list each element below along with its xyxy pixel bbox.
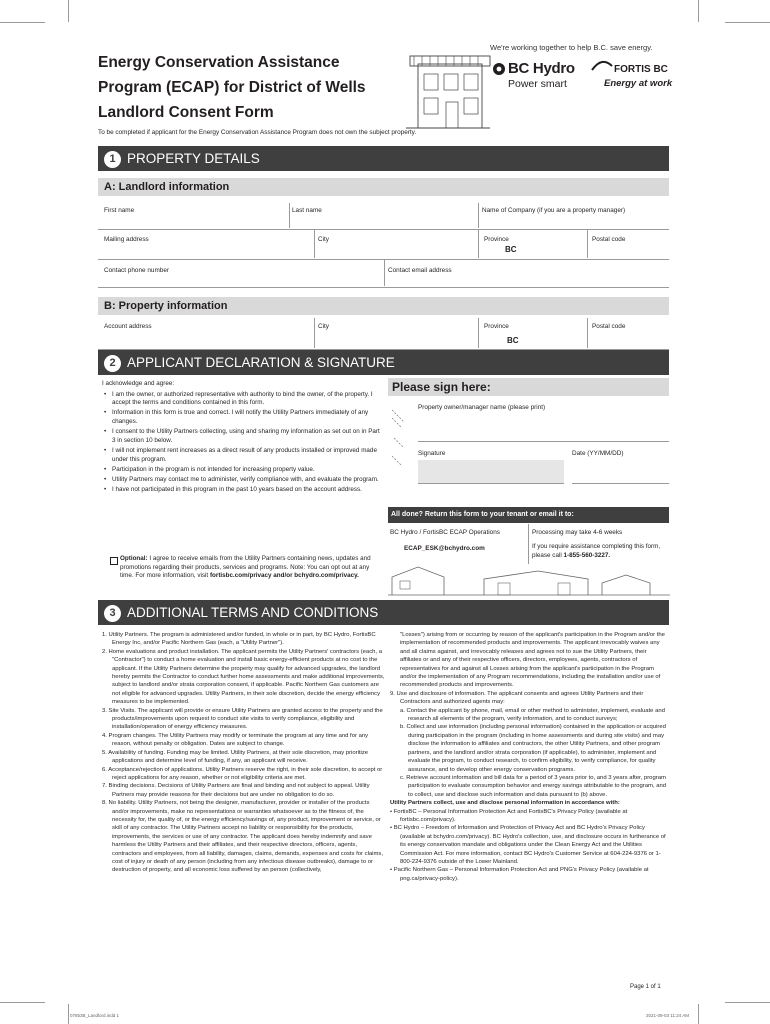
section-number: 2 bbox=[104, 355, 121, 372]
declaration-item: • I am the owner, or authorized representative with authority to bind the owner, of the property. I accept the terms and conditions contained in this form. bbox=[102, 391, 380, 408]
term-item: 6. Acceptance/rejection of applications. Utility Partners reserve the right, in their sole discretion, to accept or reject applications for any reason, whether or not eligibility criteria are met. bbox=[102, 766, 383, 781]
province-value: BC bbox=[505, 245, 517, 254]
term-item: 3. Site Visits. The applicant will provide or ensure Utility Partners are granted access to the property and the products/improvements upon request to conduct site visits to verify compliance, eligibility and installation/operation of energy efficiency measures. bbox=[102, 707, 383, 731]
privacy-item: • FortisBC – Personal Information Protection Act and FortisBC's Privacy Policy (available at fortisbc.com/privacy). bbox=[390, 808, 628, 823]
account-address-field[interactable]: Account address bbox=[104, 323, 152, 330]
acknowledge-heading: I acknowledge and agree: bbox=[102, 380, 175, 387]
assistance-phone[interactable]: 1-855-560-3227. bbox=[563, 551, 611, 559]
declaration-list bbox=[102, 380, 380, 496]
signature-field[interactable]: Signature bbox=[418, 450, 446, 457]
privacy-item: • BC Hydro – Freedom of Information and Protection of Privacy Act and BC Hydro's Privacy Policy (available at bchydro.com/privacy). BC Hydro's collection, use, and disclosure occurs in furtherance of its energy conservation mandate and obligations under the Clean Energy Act and the Utilities Commission Act. For more information, contact BC Hydro's Customer Service at 604-224-9376 or 1-800-224-9376 outside of the Lower Mainland. bbox=[390, 825, 666, 865]
fortis-logo-icon bbox=[590, 58, 614, 77]
sign-arrow-icon bbox=[390, 408, 414, 478]
section-2-header bbox=[98, 350, 669, 375]
owner-name-field[interactable]: Property owner/manager name (please print) bbox=[418, 404, 546, 411]
postal-code-b-field[interactable]: Postal code bbox=[592, 323, 626, 330]
ops-email-link[interactable]: ECAP_ESK@bchydro.com bbox=[404, 545, 485, 552]
term-item: 4. Program changes. The Utility Partners may modify or terminate the program at any time and for any reason, without penalty or obligation. Dates are subject to change. bbox=[102, 732, 369, 748]
term-subitem: a. Contact the applicant by phone, mail, email or other method to administer, implement, evaluate and research all elements of the program, verify information, and to conduct surveys; bbox=[400, 707, 665, 723]
last-name-field[interactable]: Last name bbox=[292, 207, 322, 214]
tagline: We're working together to help B.C. save energy. bbox=[490, 43, 653, 52]
term-subitem: c. Retrieve account information and bill data for a period of 3 years prior to, and 3 years after, program participation to evaluate consumption behavior and energy savings attributable to the program, and to collect, use and disclose such information and data pursuant to (b) above. bbox=[400, 774, 667, 798]
term-item: 9. Use and disclosure of information. The applicant consents and agrees Utility Partners and their Contractors and authorized agents may: bbox=[390, 690, 644, 706]
mailing-address-field[interactable]: Mailing address bbox=[104, 236, 149, 243]
house-illustration bbox=[402, 48, 492, 130]
section-number: 1 bbox=[104, 151, 121, 168]
section-title: PROPERTY DETAILS bbox=[127, 151, 260, 166]
landlord-info-header: A: Landlord information bbox=[98, 178, 669, 196]
term-item: 7. Binding decisions. Decisions of Utility Partners are final and binding and not subject to appeal. Utility Partners may provide reasons for their decisions but are under no obligation to do so. bbox=[102, 783, 370, 798]
postal-code-field[interactable]: Postal code bbox=[592, 236, 626, 243]
city-b-field[interactable]: City bbox=[318, 323, 330, 330]
company-field[interactable]: Name of Company (if you are a property manager) bbox=[482, 207, 626, 214]
bchydro-logo-text: BC Hydro bbox=[508, 60, 575, 77]
term-item: 8. No liability. Utility Partners, not being the designer, manufacturer, provider or installer of the products and/or improvements, make no representations or warranties whatsoever as to the fitness of, the necessity for, the quality of, or the energy efficiency/savings of, any product, improvement or service, or skill of any contractor. The Utility Partners accept no liability or responsibility for the products, improvements, the services or use of any contractor. The applicant does hereby indemnify and save harmless the Utility Partners and their affiliates, and their respective directors, officers, agents, contractors and employees, from all liability, damages, claims, demands, expenses and costs for claims, cost of injury or death of any person (including from any infectious disease outbreaks), damage to or destruction of property, and all economic loss suffered by an person (collectively, bbox=[102, 800, 383, 874]
term-item: "Losses") arising from or occurring by reason of the applicant's participation in the Program and/or the implementation of recommended products and improvements. The applicant irrevocably waives any and all claims against, and irrevocably releases and agrees not to sue the Utility Partners, their affiliates or and any of their respective officers, directors, employees, agents, contractors of representatives for and against all Losses arising from the applicant's participation in the Program and/or the implementation of any Program recommendations, including the installation and/or use of recommended products and improvements. bbox=[400, 632, 665, 689]
date-field[interactable]: Date (YY/MM/DD) bbox=[572, 450, 624, 457]
terms-right-column bbox=[390, 631, 669, 883]
property-info-header: B: Property information bbox=[98, 297, 669, 315]
section-title: APPLICANT DECLARATION & SIGNATURE bbox=[127, 355, 395, 370]
bchydro-logo-icon bbox=[492, 62, 506, 81]
page-title: Energy Conservation Assistance Program (ECAP) for District of Wells Landlord Consent Form bbox=[98, 54, 366, 121]
section-3-header bbox=[98, 600, 669, 625]
phone-field[interactable]: Contact phone number bbox=[104, 267, 170, 274]
assistance-text: If you require assistance completing this form, please call bbox=[532, 543, 661, 559]
fortis-tagline: Energy at work bbox=[604, 78, 673, 89]
province-b-field[interactable]: Province bbox=[484, 323, 509, 330]
optional-label: Optional: bbox=[120, 555, 148, 562]
sign-here-header: Please sign here: bbox=[388, 378, 669, 396]
province-b-value: BC bbox=[507, 336, 519, 345]
terms-left-column bbox=[102, 631, 385, 875]
ops-name: BC Hydro / FortisBC ECAP Operations bbox=[390, 529, 500, 536]
declaration-item: • Participation in the program is not intended for increasing property value. bbox=[102, 466, 380, 475]
city-field[interactable]: City bbox=[318, 236, 330, 243]
declaration-item: • I have not participated in this program in the past 10 years based on the account address. bbox=[102, 486, 380, 495]
intro-text: To be completed if applicant for the Energy Conservation Assistance Program does not own the subject property. bbox=[98, 129, 417, 136]
return-instructions: All done? Return this form to your tenant or email it to: bbox=[388, 507, 669, 523]
bchydro-tagline: Power smart bbox=[508, 78, 567, 90]
province-field[interactable]: Province bbox=[484, 236, 509, 243]
privacy-links[interactable]: fortisbc.com/privacy and/or bchydro.com/privacy. bbox=[209, 572, 359, 580]
section-1-header bbox=[98, 146, 669, 171]
privacy-item: • Pacific Northern Gas – Personal Information Protection Act and PNG's Privacy Policy (available at png.ca/privacy-policy). bbox=[390, 867, 649, 882]
optional-text: I agree to receive emails from the Utility Partners containing news, updates and promotions regarding their products, services and programs. Note: You can opt out at any time. For more information, visit bbox=[120, 555, 371, 580]
term-item: 2. Home evaluations and product installation. The applicant permits the Utility Partners' contractors (each, a "Contractor") to conduct a home evaluation and install basic energy-efficient products at no cost to the applicant. If the Utility Partners determine the property may qualify for advanced upgrades, the landlord hereby permits the Contractor to conduct further home assessments and make additional improvements, subject to landlord and/or strata corporation consent, if applicable. Pacific Northern Gas customers are not eligible for advanced upgrades. Utility Partners, in their sole discretion, decide the energy efficiency measures to be implemented. bbox=[102, 648, 385, 706]
optional-checkbox[interactable] bbox=[110, 557, 118, 565]
section-number: 3 bbox=[104, 605, 121, 622]
first-name-field[interactable]: First name bbox=[104, 207, 135, 214]
file-slug: 07853B_Landlord.indd 1 bbox=[70, 1013, 120, 1018]
print-stamp: 2021-09-03 11:24 AM bbox=[646, 1013, 689, 1018]
assistance-note bbox=[532, 543, 664, 560]
signature-box[interactable] bbox=[418, 460, 564, 483]
email-field[interactable]: Contact email address bbox=[388, 267, 452, 274]
privacy-heading: Utility Partners collect, use and disclose personal information in accordance with: bbox=[390, 800, 620, 807]
declaration-item: • Information in this form is true and correct. I will notify the Utility Partners immediately of any changes. bbox=[102, 409, 380, 426]
section-title: ADDITIONAL TERMS AND CONDITIONS bbox=[127, 605, 379, 620]
term-item: 5. Availability of funding. Funding may be limited. Utility Partners, at their sole discretion, may prioritize applications and determine level of funding, if any, an applicant will receive. bbox=[102, 749, 369, 765]
term-subitem: b. Collect and use information (including personal information) contained in the application or acquired during participation in the program (including in home assessments and during site visits) and may disclose the information to affiliates and contractors, the other Utility Partners, and other program partners, and the landlord and/or strata corporation (if applicable), to administer, implement and evaluate the program, to conduct research, to confirm eligibility, to verify compliance, for quality assurance, and to develop other energy conservation programs. bbox=[400, 724, 666, 773]
fortis-logo-text: FORTIS BC bbox=[614, 64, 668, 75]
optional-consent bbox=[120, 555, 382, 581]
processing-note: Processing may take 4-6 weeks bbox=[532, 529, 623, 536]
declaration-item: • I consent to the Utility Partners collecting, using and sharing my information as set out on in Part 3 in section 10 below. bbox=[102, 428, 380, 445]
term-item: 1. Utility Partners. The program is administered and/or funded, in whole or in part, by BC Hydro, FortisBC Energy Inc, and/or Pacific Northern Gas (each, a "Utility Partner"). bbox=[102, 632, 376, 647]
page-number: Page 1 of 1 bbox=[630, 984, 661, 990]
declaration-item: • I will not implement rent increases as a direct result of any products installed or improved made under this program. bbox=[102, 447, 380, 464]
declaration-item: • Utility Partners may contact me to administer, verify compliance with, and evaluate the program. bbox=[102, 476, 380, 485]
homes-illustration bbox=[388, 565, 670, 597]
